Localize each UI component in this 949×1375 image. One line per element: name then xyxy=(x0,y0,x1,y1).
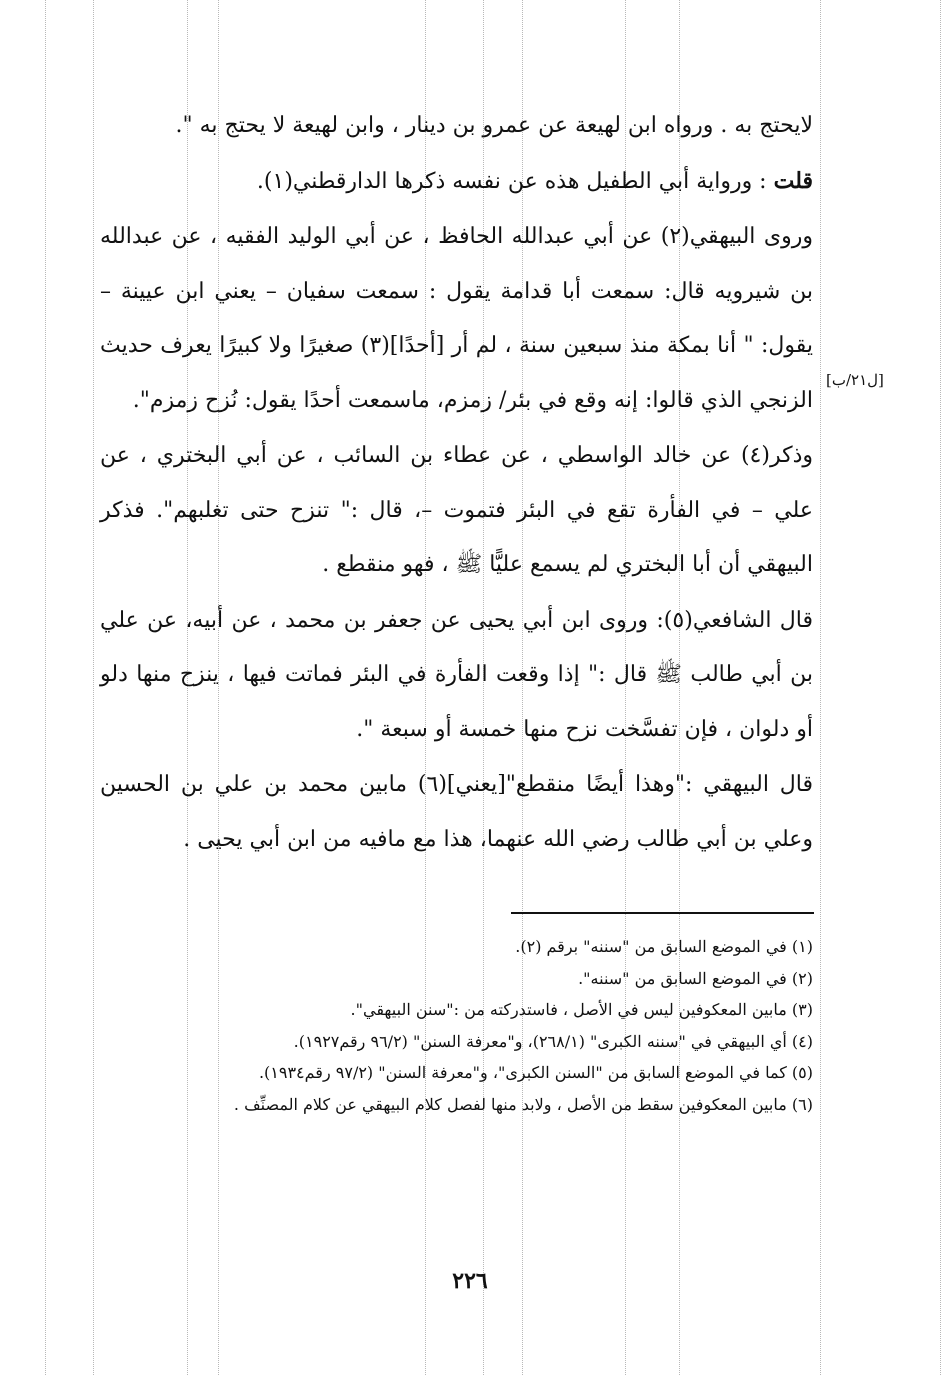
page-number: ٢٢٦ xyxy=(452,1268,488,1294)
footnote: (٤) أي البيهقي في "سننه الكبرى" (٢٦٨/١)، و"معرفة السنن" (٩٦/٢ رقم١٩٢٧). xyxy=(293,1031,813,1051)
paragraph xyxy=(100,428,813,593)
main-text xyxy=(100,98,813,867)
paragraph-text: قال البيهقي :"وهذا أيضًا منقطع"[يعني](٦) مابين محمد بن علي بن الحسين وعلي بن أبي طالب رضي الله عنهما، هذا مع مافيه من ابن أبي يحيى . xyxy=(100,772,813,852)
footnote-separator xyxy=(511,912,814,914)
footnote: (٥) كما في الموضع السابق من "السنن الكبرى"، و"معرفة السنن" (٩٧/٢ رقم١٩٣٤). xyxy=(258,1063,813,1082)
paragraph-text: لايحتج به . ورواه ابن لهيعة عن عمرو بن دينار ، وابن لهيعة لا يحتج به ". xyxy=(175,113,813,138)
footnote: (٦) مابين المعكوفين سقط من الأصل ، ولابد منها لفصل كلام البيهقي عن كلام المصنِّف . xyxy=(233,1094,813,1114)
scan-guide-line xyxy=(93,0,94,1375)
footnotes xyxy=(100,931,813,1120)
paragraph xyxy=(100,593,813,758)
footnote: (١) في الموضع السابق من "سننه" برقم (٢). xyxy=(515,937,813,956)
paragraph xyxy=(100,757,813,867)
footnote: (٢) في الموضع السابق من "سننه". xyxy=(578,968,813,988)
paragraph-text: : ورواية أبي الطفيل هذه عن نفسه ذكرها الدارقطني(١). xyxy=(256,168,767,194)
footnote: (٣) مابين المعكوفين ليس في الأصل ، فاستدركته من :"سنن البيهقي". xyxy=(350,1000,813,1019)
paragraph-lead: قلت xyxy=(773,167,813,194)
scan-guide-line xyxy=(45,0,46,1375)
paragraph-text: قال الشافعي(٥): وروى ابن أبي يحيى عن جعفر بن محمد ، عن أبيه، عن علي بن أبي طالب ﷺ قال :" إذا وقعت الفأرة في البئر فماتت فيها ، ينزح منها دلو أو دلوان ، فإن تفسَّخت نزح منها خمسة أو سبعة ". xyxy=(100,607,813,742)
paragraph-text: وذكر(٤) عن خالد الواسطي ، عن عطاء بن السائب ، عن أبي البختري ، عن علي – في الفأرة تقع في البئر فتموت –، قال :" تنزح حتى تغلبهم". فذكر البيهقي أن أبا البختري لم يسمع عليًّا ﷺ ، فهو منقطع . xyxy=(100,443,813,577)
paragraph xyxy=(100,98,813,154)
scan-guide-line xyxy=(820,0,821,1375)
paragraph xyxy=(100,154,813,210)
scan-guide-line xyxy=(940,0,941,1375)
paragraph xyxy=(100,209,813,428)
paragraph-text: وروى البيهقي(٢) عن أبي عبدالله الحافظ ، عن أبي الوليد الفقيه ، عن عبدالله بن شيرويه قال: سمعت أبا قدامة يقول : سمعت سفيان – يعني ابن عيينة – يقول: " أنا بمكة منذ سبعين سنة ، لم أر [أحدًا](٣) صغيرًا ولا كبيرًا يعرف حديث الزنجي الذي قالوا: إنه وقع في بئر/ زمزم، ماسمعت أحدًا يقول: نُزح زمزم". xyxy=(100,224,813,413)
manuscript-folio-note: [ل٢١/ب] xyxy=(826,371,884,389)
